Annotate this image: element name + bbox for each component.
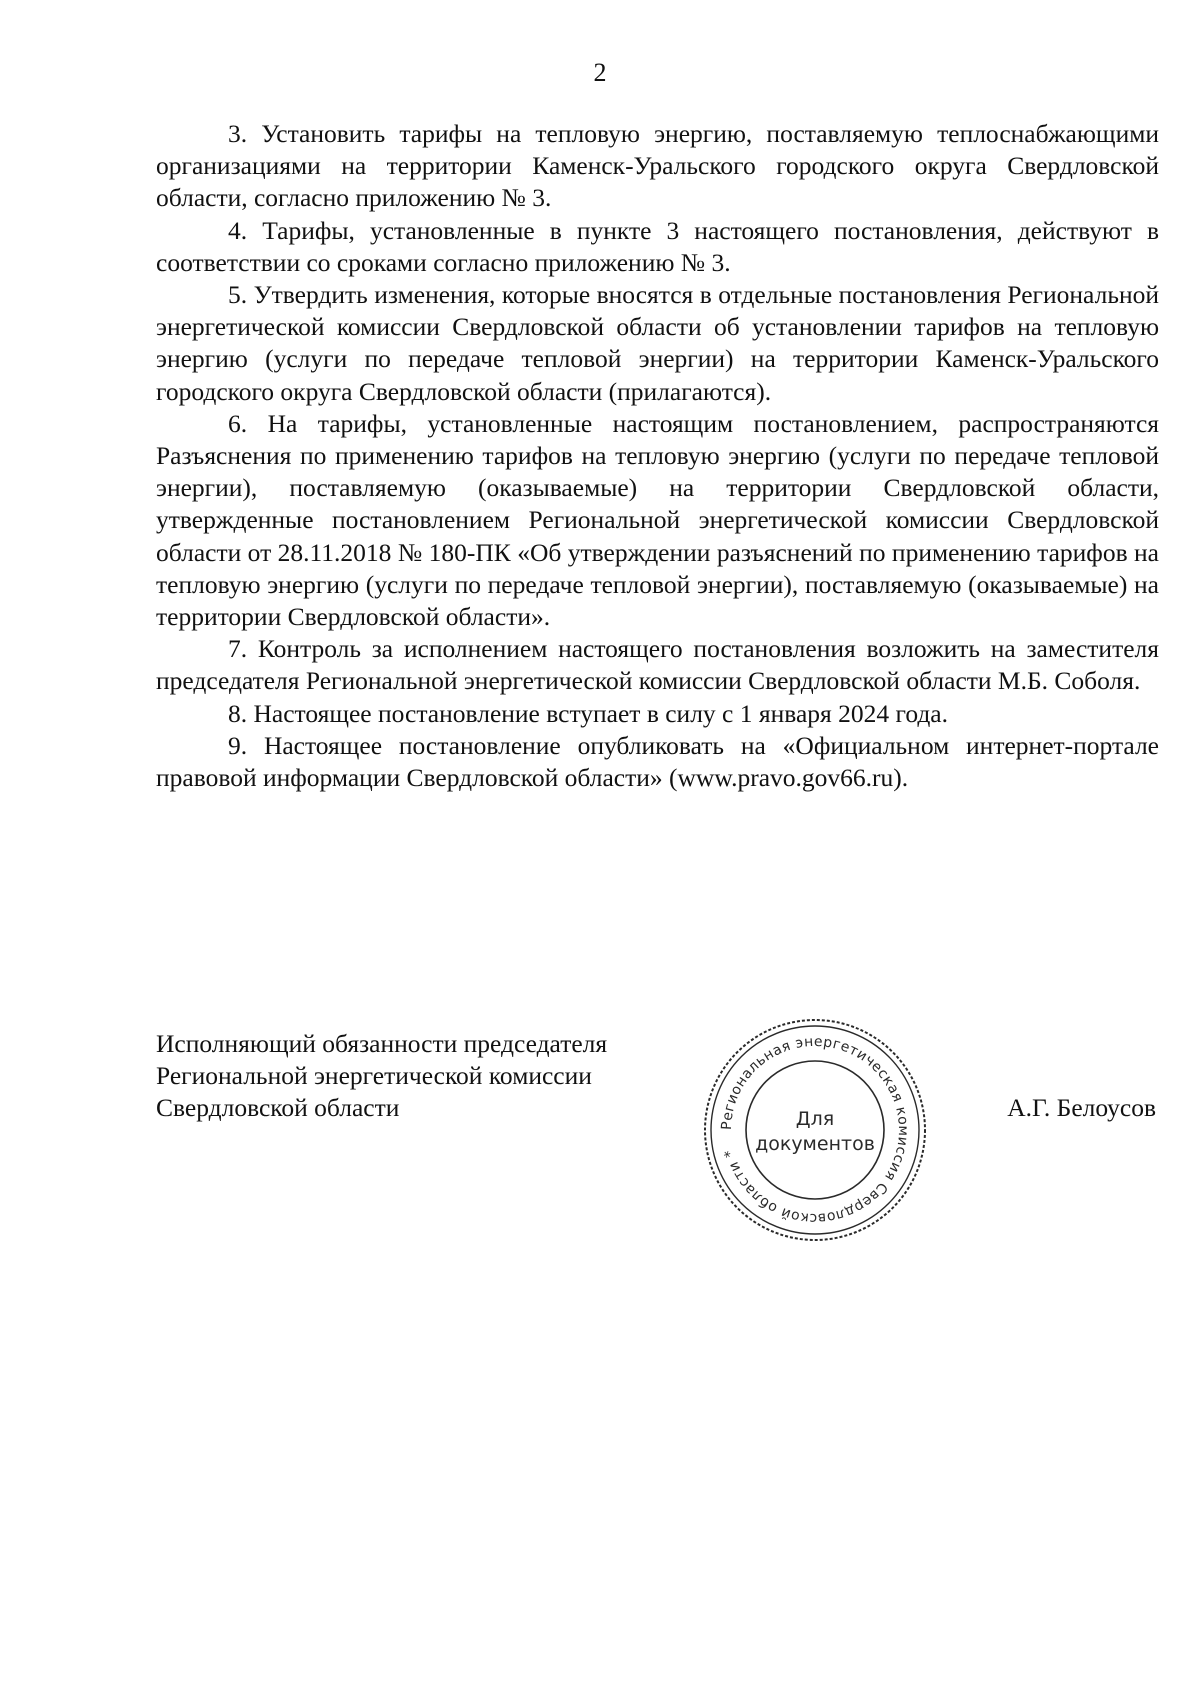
document-body [156, 118, 1159, 794]
signatory-position [156, 1028, 716, 1125]
stamp-outer-ring-inner [711, 1026, 919, 1234]
stamp-outer-ring [705, 1020, 925, 1240]
page-number: 2 [593, 58, 607, 87]
paragraph-5: 5. Утвердить изменения, которые вносятся в отдельные постановления Региональной энергетической комиссии Свердловской области об установлении тарифов на тепловую энергию (услуги по передаче тепловой энергии) на территории Каменск-Уральского городского округа Свердловской области (прилагаются). [156, 280, 1159, 406]
stamp-inner-ring [746, 1061, 884, 1199]
paragraph-8: 8. Настоящее постановление вступает в силу с 1 января 2024 года. [228, 698, 949, 728]
paragraph-6: 6. На тарифы, установленные настоящим постановлением, распространяются Разъяснения по применению тарифов на тепловую энергию (услуги по передаче тепловой энергии), поставляемую (оказываемые) на территории Свердловской области, утвержденные постановлением Региональной энергетической комиссии Свердловской области от 28.11.2018 № 180-ПК «Об утверждении разъяснений по применению тарифов на тепловую энергию (услуги по передаче тепловой энергии), поставляемую (оказываемые) на территории Свердловской области». [156, 408, 1159, 632]
stamp-center-line-1: Для [795, 1108, 835, 1130]
stamp-center-line-2: документов [755, 1133, 875, 1155]
stamp-ring-text: Региональная энергетическая комиссия Свердловской области * [718, 1033, 912, 1227]
official-stamp [700, 1015, 930, 1245]
paragraph-7: 7. Контроль за исполнением настоящего постановления возложить на заместителя председателя Региональной энергетической комиссии Свердловской области М.Б. Соболя. [156, 634, 1159, 696]
signatory-name: А.Г. Белоусов [1007, 1093, 1156, 1122]
paragraph-4: 4. Тарифы, установленные в пункте 3 настоящего постановления, действуют в соответствии со сроками согласно приложению № 3. [156, 215, 1159, 277]
signatory-position-line: Исполняющий обязанности председателя [156, 1029, 608, 1058]
paragraph-3: 3. Установить тарифы на тепловую энергию, поставляемую теплоснабжающими организациями на территории Каменск-Уральского городского округа Свердловской области, согласно приложению № 3. [156, 119, 1159, 213]
signatory-position-line: Региональной энергетической комиссии [156, 1061, 592, 1091]
signatory-position-line: Свердловской области [156, 1093, 400, 1123]
paragraph-9: 9. Настоящее постановление опубликовать на «Официальном интернет-портале правовой информации Свердловской области» (www.pravo.gov66.ru). [156, 730, 1159, 793]
